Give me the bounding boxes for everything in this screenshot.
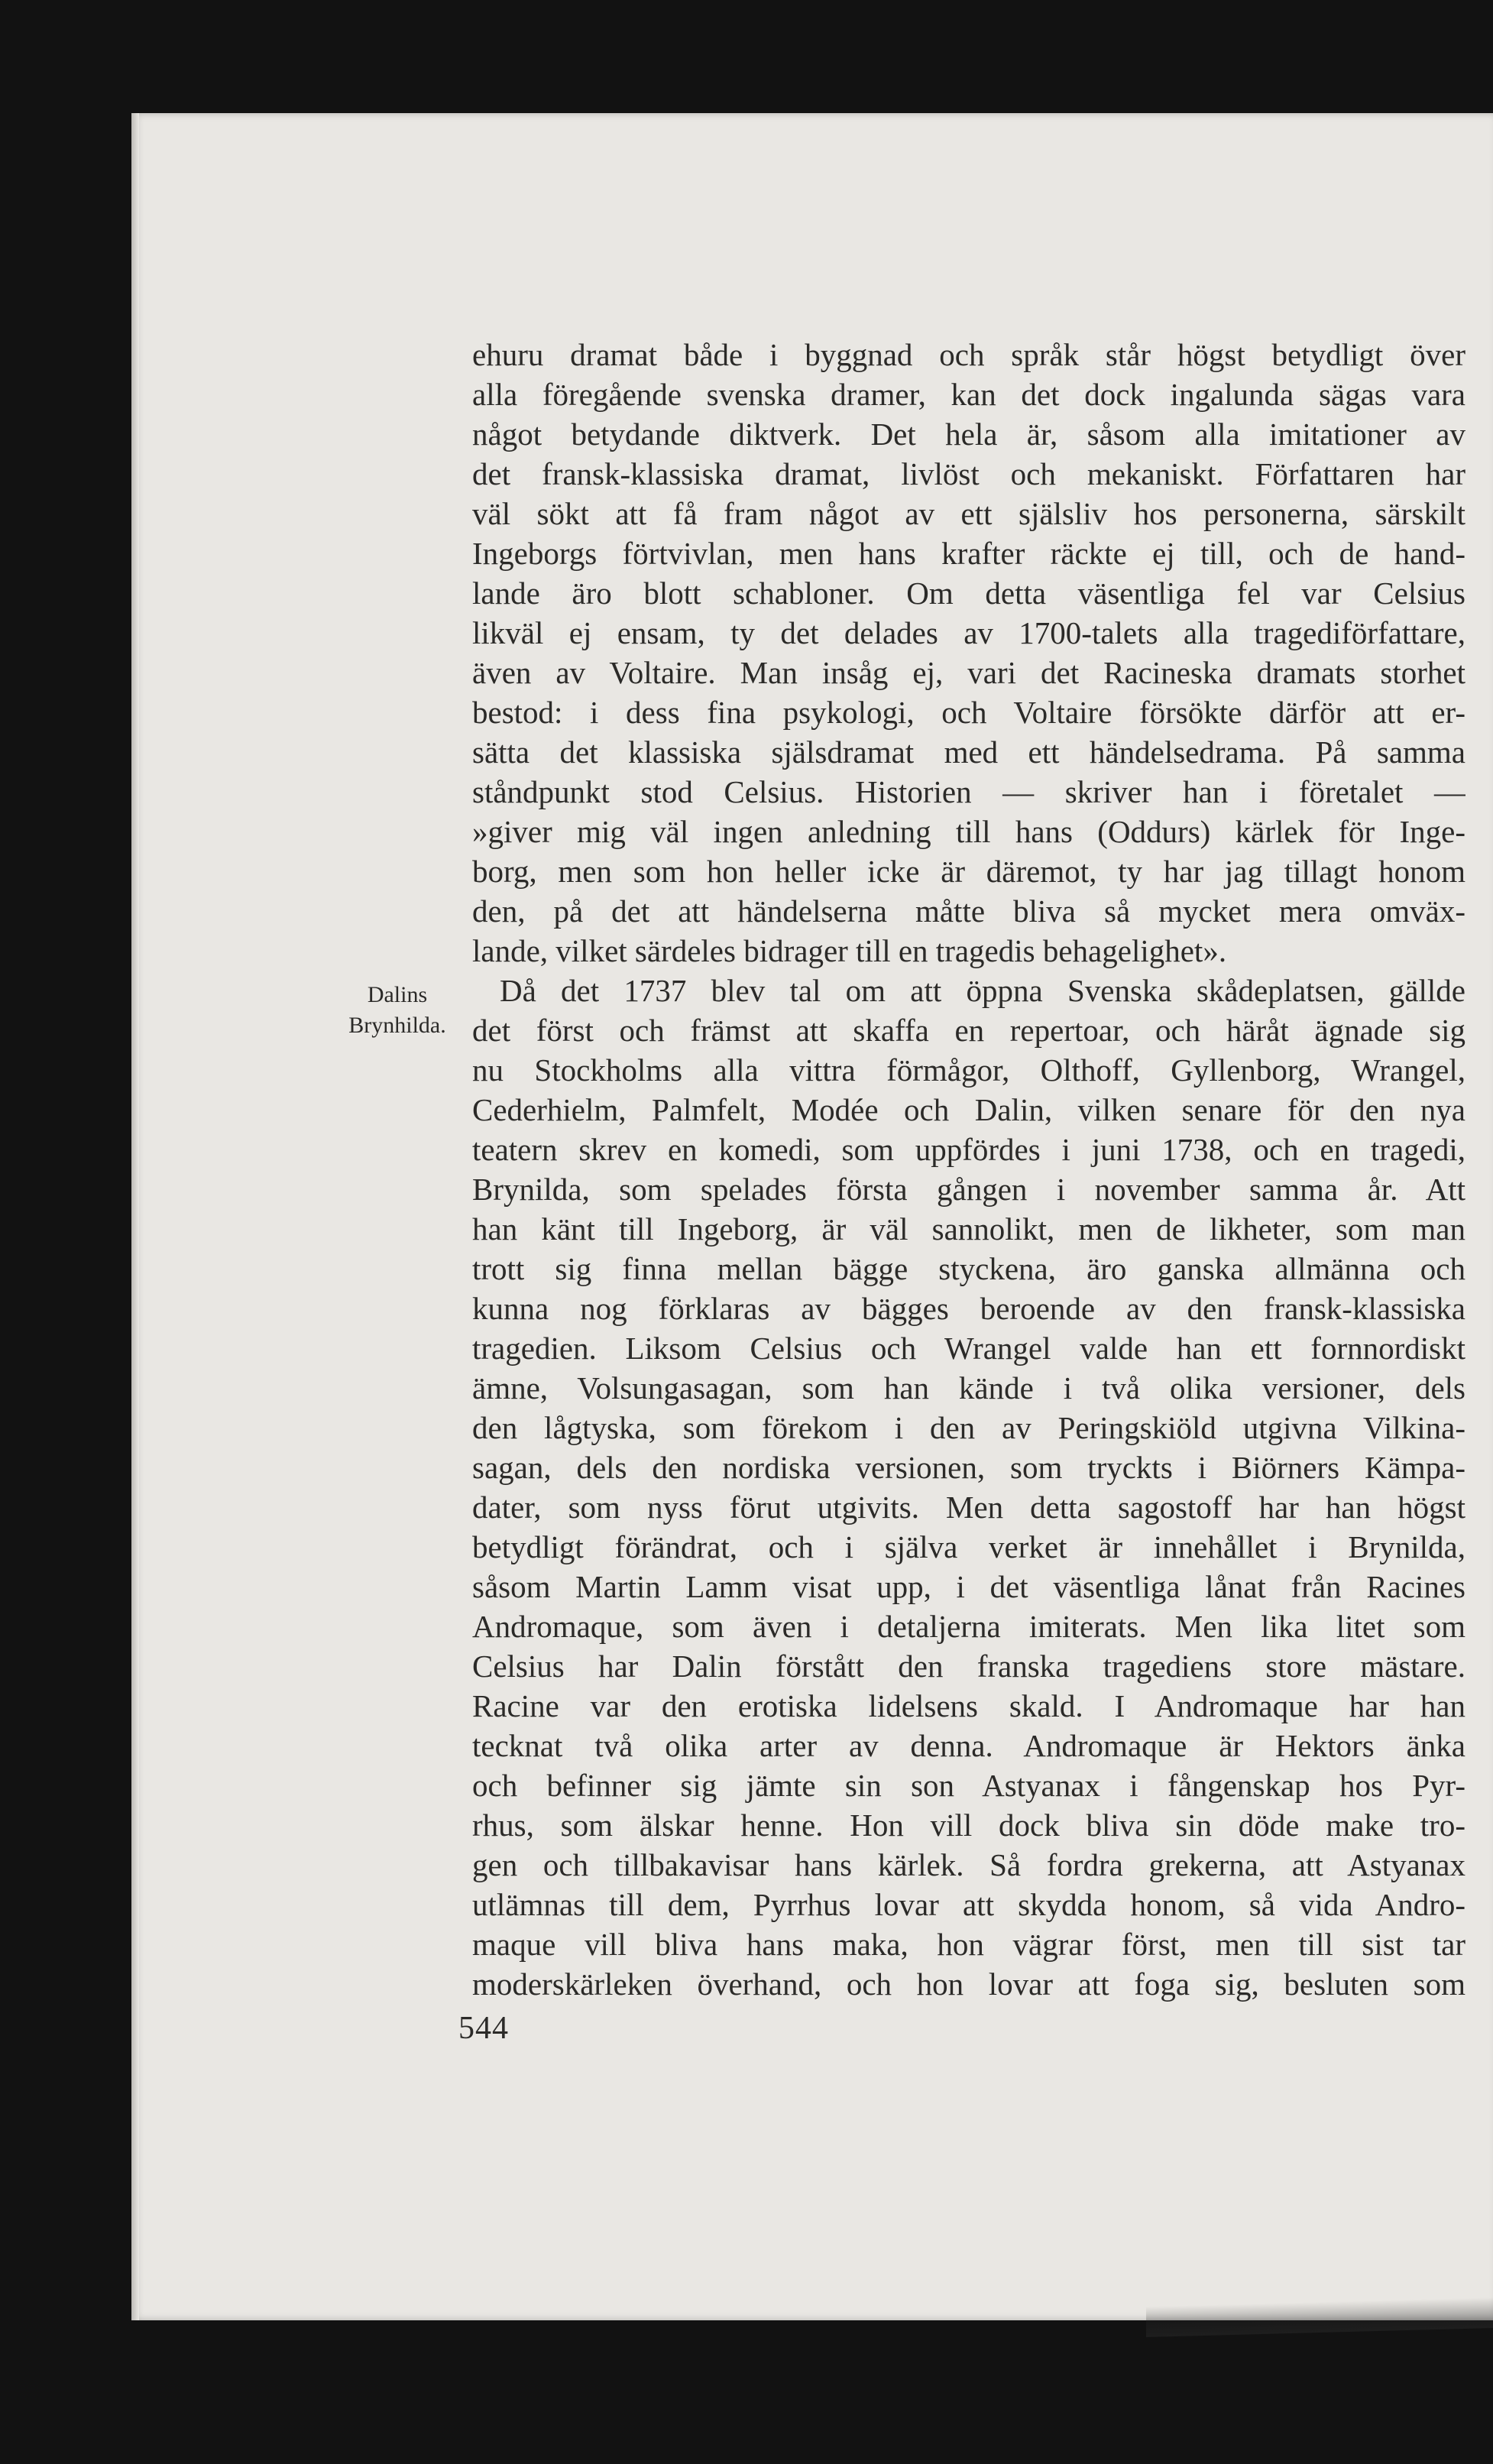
page-spine-edge	[131, 113, 139, 2320]
marginal-note	[332, 980, 462, 1041]
body-text	[472, 335, 1465, 2004]
text-line: och befinner sig jämte sin son Astyanax i fångenskap hos Pyr-	[472, 1768, 1465, 1803]
text-line: ehuru dramat både i byggnad och språk står högst betydligt över	[472, 337, 1465, 372]
text-line: det först och främst att skaffa en repertoar, och häråt ägnade sig	[472, 1013, 1465, 1048]
text-line: Cederhielm, Palmfelt, Modée och Dalin, vilken senare för den nya	[472, 1092, 1465, 1127]
text-line: sätta det klassiska själsdramat med ett händelsedrama. På samma	[472, 734, 1465, 770]
text-line: ämne, Volsungasagan, som han kände i två olika versioner, dels	[472, 1370, 1465, 1405]
text-line: borg, men som hon heller icke är däremot, ty har jag tillagt honom	[472, 854, 1465, 889]
text-line: den, på det att händelserna måtte bliva så mycket mera omväx-	[472, 893, 1465, 929]
text-line: betydligt förändrat, och i själva verket är innehållet i Brynilda,	[472, 1529, 1465, 1564]
text-line: alla föregående svenska dramer, kan det dock ingalunda sägas vara	[472, 377, 1465, 412]
page-number: 544	[458, 2011, 509, 2046]
text-line: utlämnas till dem, Pyrrhus lovar att skydda honom, så vida Andro-	[472, 1887, 1465, 1922]
text-line: ståndpunkt stod Celsius. Historien — skriver han i företalet —	[472, 774, 1465, 809]
text-line: moderskärleken överhand, och hon lovar att foga sig, besluten som	[472, 1966, 1465, 2002]
text-line: han känt till Ingeborg, är väl sannolikt, men de likheter, som man	[472, 1211, 1465, 1247]
text-line: Racine var den erotiska lidelsens skald. I Andromaque har han	[472, 1688, 1465, 1723]
text-line: teatern skrev en komedi, som uppfördes i juni 1738, och en tragedi,	[472, 1132, 1465, 1167]
text-line: även av Voltaire. Man insåg ej, vari det Racineska dramats storhet	[472, 655, 1465, 690]
text-line: kunna nog förklaras av bägges beroende av den fransk-klassiska	[472, 1291, 1465, 1326]
text-line: Andromaque, som även i detaljerna imiterats. Men lika litet som	[472, 1609, 1465, 1644]
text-line: rhus, som älskar henne. Hon vill dock bliva sin döde make tro-	[472, 1807, 1465, 1843]
text-line: det fransk-klassiska dramat, livlöst och mekaniskt. Författaren har	[472, 456, 1465, 491]
text-line: något betydande diktverk. Det hela är, såsom alla imitationer av	[472, 417, 1465, 452]
marginal-note-line: Dalins	[367, 982, 428, 1007]
text-line: sagan, dels den nordiska versionen, som tryckts i Biörners Kämpa-	[472, 1450, 1465, 1485]
text-line: bestod: i dess fina psykologi, och Voltaire försökte därför att er-	[472, 695, 1465, 730]
text-line: Ingeborgs förtvivlan, men hans krafter räckte ej till, och de hand-	[472, 536, 1465, 571]
text-line: lande, vilket särdeles bidrager till en tragedis behagelighet».	[472, 933, 1227, 968]
text-line: Då det 1737 blev tal om att öppna Svenska skådeplatsen, gällde	[500, 973, 1465, 1008]
text-line: den lågtyska, som förekom i den av Peringskiöld utgivna Vilkina-	[472, 1410, 1465, 1445]
text-line: gen och tillbakavisar hans kärlek. Så fordra grekerna, att Astyanax	[472, 1847, 1465, 1882]
text-line: Brynilda, som spelades första gången i november samma år. Att	[472, 1172, 1465, 1207]
text-line: likväl ej ensam, ty det delades av 1700-talets alla tragediförfattare,	[472, 615, 1465, 650]
text-line: Celsius har Dalin förstått den franska tragediens store mästare.	[472, 1649, 1465, 1684]
text-line: tragedien. Liksom Celsius och Wrangel valde han ett fornnordiskt	[472, 1331, 1465, 1366]
text-line: trott sig finna mellan bägge styckena, äro ganska allmänna och	[472, 1251, 1465, 1286]
text-line: maque vill bliva hans maka, hon vägrar först, men till sist tar	[472, 1927, 1465, 1962]
text-line: dater, som nyss förut utgivits. Men detta sagostoff har han högst	[472, 1490, 1465, 1525]
text-line: tecknat två olika arter av denna. Andromaque är Hektors änka	[472, 1728, 1465, 1763]
text-line: nu Stockholms alla vittra förmågor, Olthoff, Gyllenborg, Wrangel,	[472, 1052, 1465, 1088]
text-line: väl sökt att få fram något av ett själsliv hos personerna, särskilt	[472, 496, 1465, 531]
text-line: lande äro blott schabloner. Om detta väsentliga fel var Celsius	[472, 575, 1465, 611]
marginal-note-line: Brynhilda.	[348, 1013, 446, 1038]
text-line: »giver mig väl ingen anledning till hans (Oddurs) kärlek för Inge-	[472, 814, 1465, 849]
text-line: såsom Martin Lamm visat upp, i det väsentliga lånat från Racines	[472, 1569, 1465, 1604]
